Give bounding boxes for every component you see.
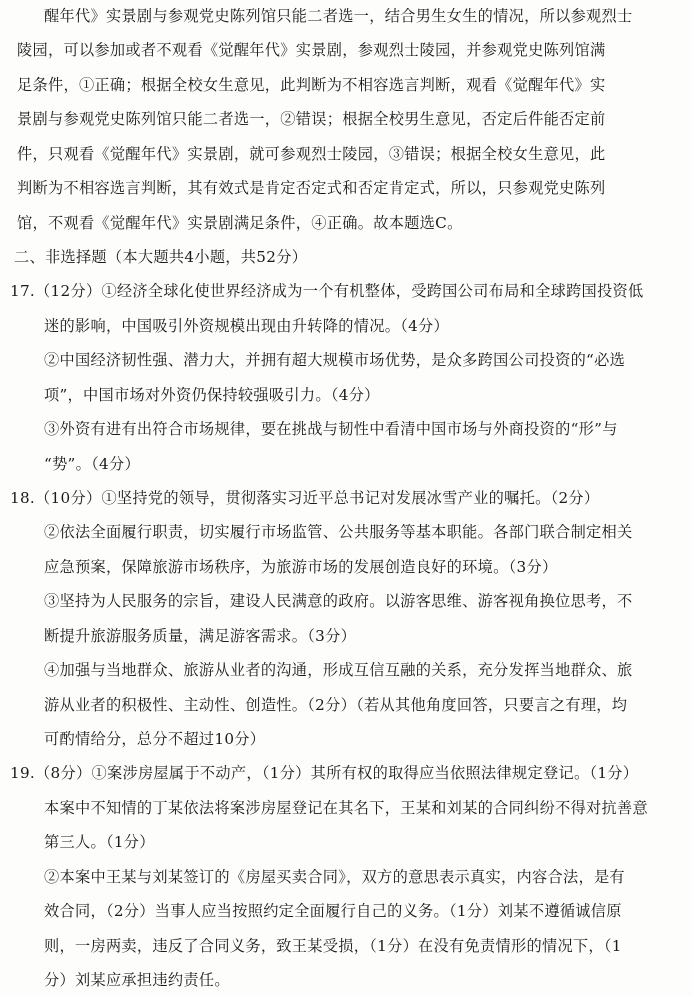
- text-line: 醒年代》实景剧与参观党史陈列馆只能二者选一，结合男生女生的情况，所以参观烈士: [44, 7, 633, 25]
- text-line: 游从业者的积极性、主动性、创造性。（2分）（若从其他角度回答，只要言之有理，均: [44, 696, 628, 714]
- section-heading: 二、非选择题（本大题共4小题，共52分）: [14, 248, 308, 266]
- text-line: ②依法全面履行职责，切实履行市场监管、公共服务等基本职能。各部门联合制定相关: [44, 523, 633, 541]
- text-line: 第三人。（1分）: [44, 833, 155, 851]
- text-line: 应急预案，保障旅游市场秩序，为旅游市场的发展创造良好的环境。（3分）: [44, 558, 558, 576]
- text-line: 可酌情给分，总分不超过10分）: [44, 730, 266, 748]
- text-line: 足条件，①正确；根据全校女生意见，此判断为不相容选言判断，观看《觉醒年代》实: [17, 76, 606, 94]
- text-line: 断提升旅游服务质量，满足游客需求。（3分）: [44, 627, 357, 645]
- text-line: 景剧与参观党史陈列馆只能二者选一，②错误；根据全校男生意见，否定后件能否定前: [17, 110, 606, 128]
- text-line: ③坚持为人民服务的宗旨，建设人民满意的政府。以游客思维、游客视角换位思考，不: [44, 592, 633, 610]
- text-line: 效合同，（2分）当事人应当按照约定全面履行自己的义务。（1分）刘某不遵循诚信原: [44, 902, 622, 920]
- text-line: 分）刘某应承担违约责任。: [44, 971, 230, 989]
- question-18-start: 18.（10分）①坚持党的领导，贯彻落实习近平总书记对发展冰雪产业的嘱托。（2分）: [10, 489, 600, 507]
- text-line: ④加强与当地群众、旅游从业者的沟通，形成互信互融的关系，充分发挥当地群众、旅: [44, 661, 633, 679]
- text-line: 项”，中国市场对外资仍保持较强吸引力。（4分）: [44, 386, 380, 404]
- question-19-start: 19.（8分）①案涉房屋属于不动产，（1分）其所有权的取得应当依照法律规定登记。（1分）: [10, 764, 639, 782]
- text-line: 本案中不知情的丁某依法将案涉房屋登记在其名下，王某和刘某的合同纠纷不得对抗善意: [44, 799, 649, 817]
- text-line: ②中国经济韧性强、潜力大，并拥有超大规模市场优势，是众多跨国公司投资的“必选: [44, 351, 626, 369]
- text-line: “势”。（4分）: [44, 455, 140, 473]
- text-line: ②本案中王某与刘某签订的《房屋买卖合同》，双方的意思表示真实，内容合法，是有: [44, 868, 625, 886]
- text-line: 馆，不观看《觉醒年代》实景剧满足条件，④正确。故本题选C。: [17, 214, 463, 232]
- question-17-start: 17.（12分）①经济全球化使世界经济成为一个有机整体，受跨国公司布局和全球跨国投资低: [10, 282, 644, 300]
- text-line: 则，一房两卖，违反了合同义务，致王某受损，（1分）在没有免责情形的情况下，（1: [44, 937, 622, 955]
- text-line: 件，只观看《觉醒年代》实景剧，就可参观烈士陵园，③错误；根据全校女生意见，此: [17, 145, 606, 163]
- text-line: 判断为不相容选言判断，其有效式是肯定否定式和否定肯定式，所以，只参观党史陈列: [17, 179, 606, 197]
- text-line: ③外资有进有出符合市场规律，要在挑战与韧性中看清中国市场与外商投资的“形”与: [44, 420, 618, 438]
- text-line: 迷的影响，中国吸引外资规模出现由升转降的情况。（4分）: [44, 317, 450, 335]
- text-line: 陵园，可以参加或者不观看《觉醒年代》实景剧，参观烈士陵园，并参观党史陈列馆满: [17, 41, 606, 59]
